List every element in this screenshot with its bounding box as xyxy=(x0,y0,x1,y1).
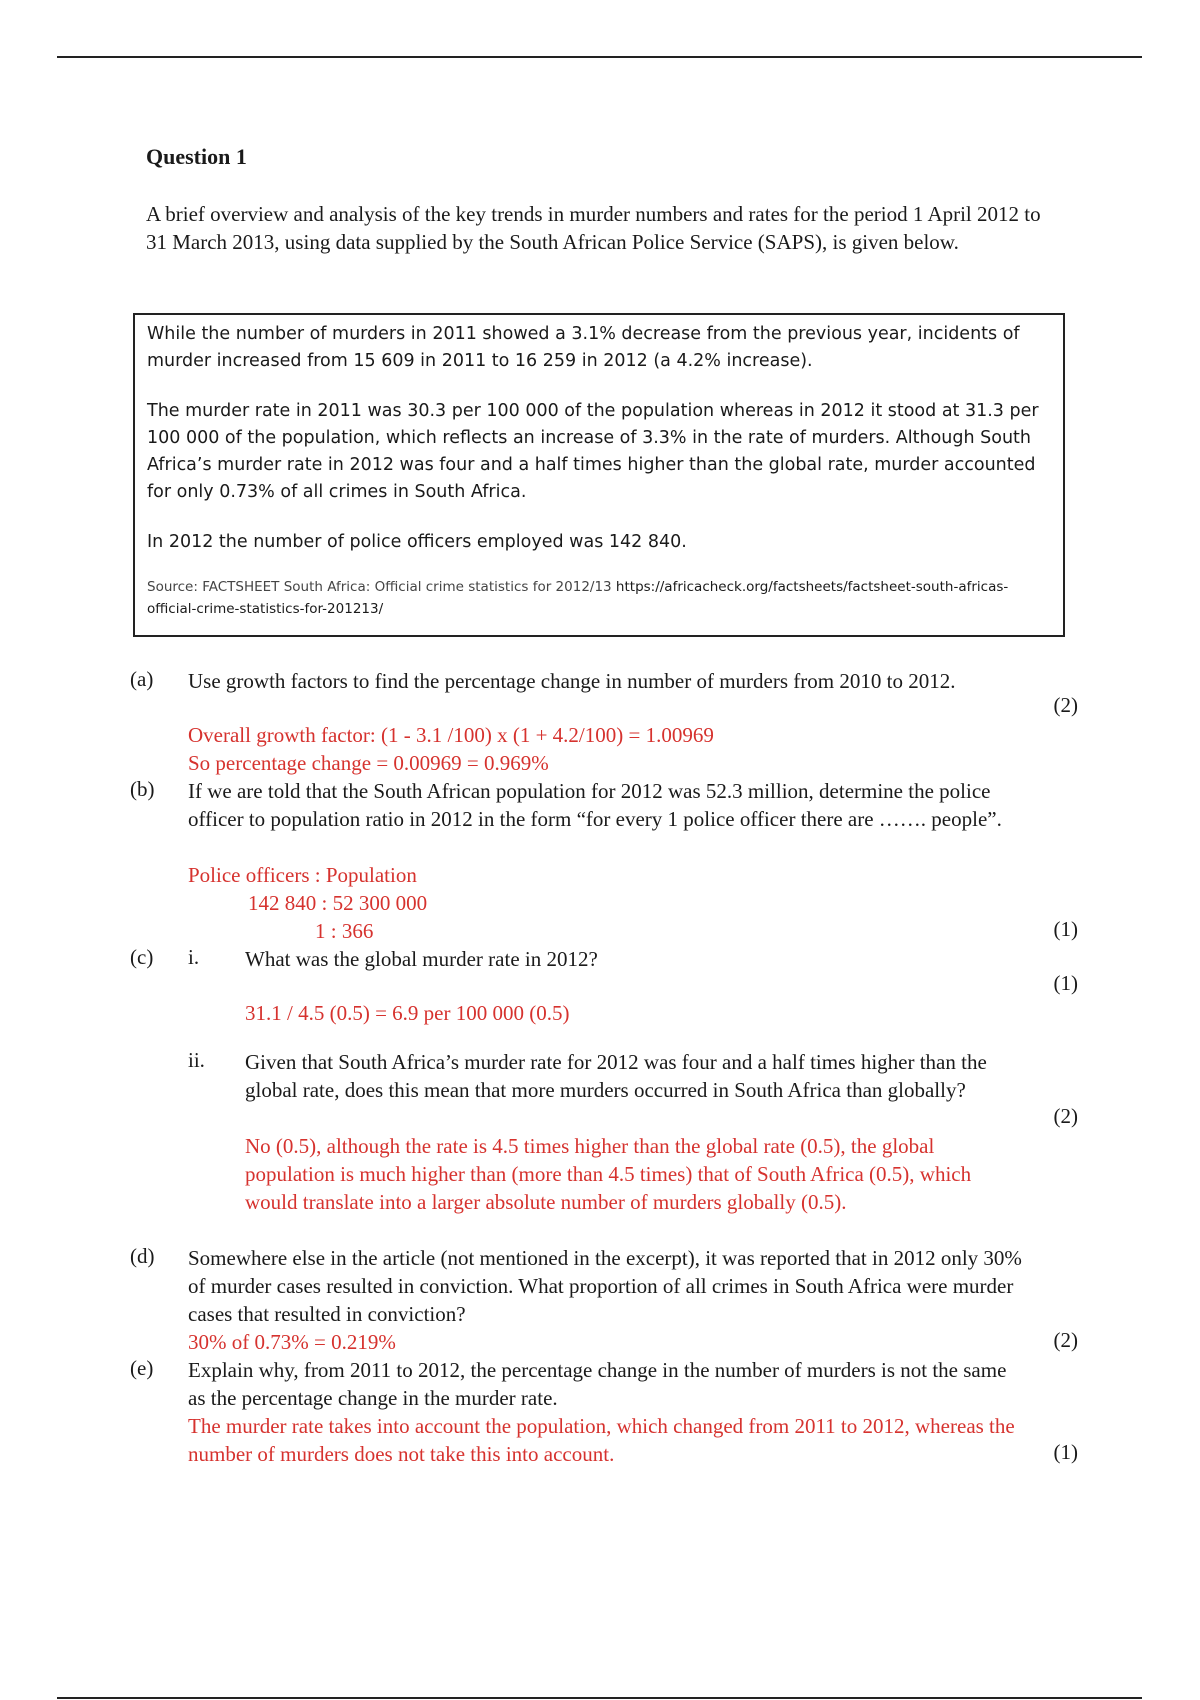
question-b-text: If we are told that the South African population for 2012 was 52.3 million, determine the police officer to population ratio in 2012 in the form “for every 1 police officer there are ……. people”. xyxy=(188,779,1002,831)
question-b-answer-1: Police officers : Population xyxy=(188,863,417,887)
question-d-text: Somewhere else in the article (not mentioned in the excerpt), it was reported that in 2012 only 30% of murder cases resulted in conviction. What proportion of all crimes in South Africa were murder cases that resulted in conviction? xyxy=(188,1246,1022,1326)
question-c-ii-marks: (2) xyxy=(1053,1104,1078,1128)
intro-paragraph: A brief overview and analysis of the key trends in murder numbers and rates for the period 1 April 2012 to 31 March 2013, using data supplied by the South African Police Service (SAPS), is given below. xyxy=(146,202,1041,254)
question-a-marks: (2) xyxy=(1053,693,1078,717)
question-a-answer-2: So percentage change = 0.00969 = 0.969% xyxy=(188,751,549,775)
question-d-label: (d) xyxy=(130,1244,155,1268)
page-title: Question 1 xyxy=(146,144,247,169)
question-e-text: Explain why, from 2011 to 2012, the percentage change in the number of murders is not the same as the percentage change in the murder rate. xyxy=(188,1358,1007,1410)
question-b-answer-3: 1 : 366 xyxy=(315,919,374,943)
question-c-i-text: What was the global murder rate in 2012? xyxy=(245,947,598,971)
question-d-answer: 30% of 0.73% = 0.219% xyxy=(188,1330,396,1354)
question-d-marks: (2) xyxy=(1053,1328,1078,1352)
excerpt-paragraph-3: In 2012 the number of police officers employed was 142 840. xyxy=(147,532,687,552)
question-a-answer-1: Overall growth factor: (1 - 3.1 /100) x (1 + 4.2/100) = 1.00969 xyxy=(188,723,714,747)
question-b-label: (b) xyxy=(130,777,155,801)
question-e-answer: The murder rate takes into account the population, which changed from 2011 to 2012, whereas the number of murders does not take this into account. xyxy=(188,1414,1015,1466)
question-a-label: (a) xyxy=(130,667,154,691)
question-b-answer-2: 142 840 : 52 300 000 xyxy=(248,891,428,915)
question-c-i-marks: (1) xyxy=(1053,971,1078,995)
excerpt-paragraph-2: The murder rate in 2011 was 30.3 per 100 000 of the population whereas in 2012 it stood at 31.3 per 100 000 of the population, which reflects an increase of 3.3% in the rate of murders. Although South Africa’s murder rate in 2012 was four and a half times higher than the global rate, murder accounted for only 0.73% of all crimes in South Africa. xyxy=(147,401,1039,502)
factsheet-excerpt-box xyxy=(133,313,1065,637)
question-c-i-label: i. xyxy=(188,945,200,969)
question-c-ii-text: Given that South Africa’s murder rate for 2012 was four and a half times higher than the global rate, does this mean that more murders occurred in South Africa than globally? xyxy=(245,1050,987,1102)
top-rule xyxy=(57,56,1142,58)
question-e-marks: (1) xyxy=(1053,1440,1078,1464)
bottom-rule xyxy=(57,1697,1142,1699)
source-url: https://africacheck.org/factsheets/factsheet-south-africas-official-crime-statistics-for-201213/ xyxy=(147,579,1009,617)
question-a-text: Use growth factors to find the percentage change in number of murders from 2010 to 2012. xyxy=(188,669,956,693)
question-c-ii-label: ii. xyxy=(188,1048,205,1072)
question-c-i-answer: 31.1 / 4.5 (0.5) = 6.9 per 100 000 (0.5) xyxy=(245,1001,570,1025)
question-c-label: (c) xyxy=(130,945,154,969)
question-c-ii-answer: No (0.5), although the rate is 4.5 times higher than the global rate (0.5), the global population is much higher than (more than 4.5 times) that of South Africa (0.5), which would translate into a larger absolute number of murders globally (0.5). xyxy=(245,1134,972,1214)
excerpt-paragraph-1: While the number of murders in 2011 showed a 3.1% decrease from the previous year, incidents of murder increased from 15 609 in 2011 to 16 259 in 2012 (a 4.2% increase). xyxy=(147,324,1020,371)
question-b-marks: (1) xyxy=(1053,917,1078,941)
question-e-label: (e) xyxy=(130,1356,154,1380)
excerpt-source xyxy=(147,576,1053,620)
source-label: Source: FACTSHEET South Africa: Official crime statistics for 2012/13 xyxy=(147,579,616,595)
